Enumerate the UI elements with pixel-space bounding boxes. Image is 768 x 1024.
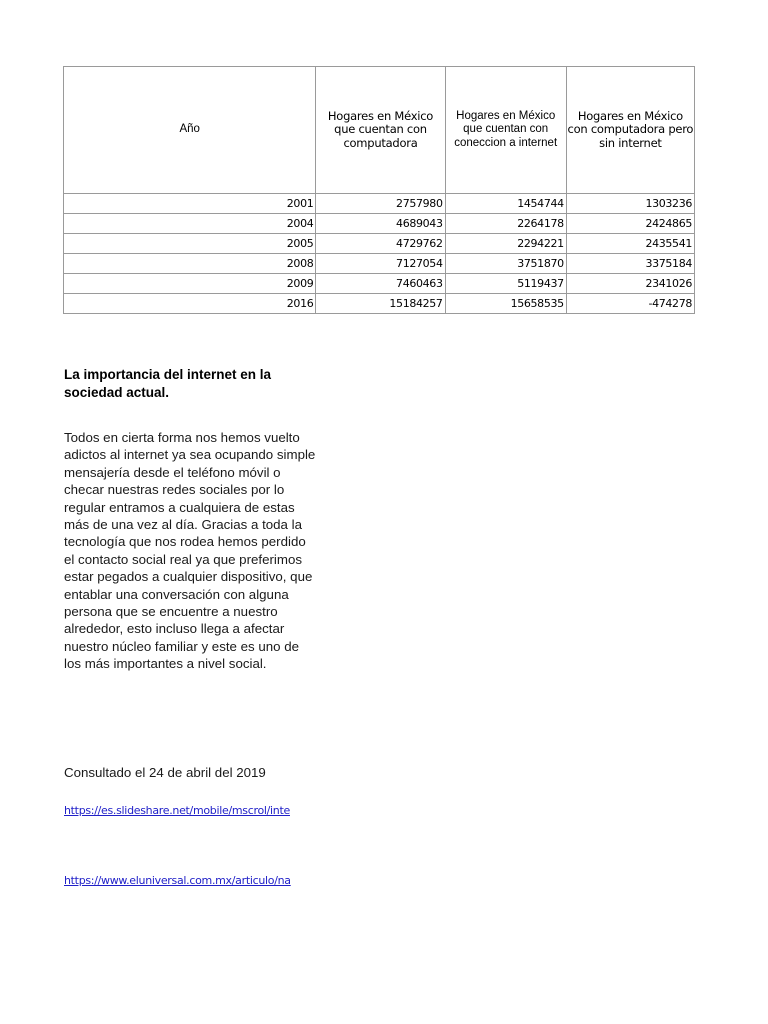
cell-computadora: 4689043 (316, 214, 445, 234)
cell-internet: 5119437 (445, 274, 566, 294)
cell-sin-internet: 1303236 (566, 194, 694, 214)
cell-year: 2004 (64, 214, 316, 234)
cell-sin-internet: 2424865 (566, 214, 694, 234)
table-row (64, 254, 695, 274)
table-row (64, 194, 695, 214)
cell-internet: 2294221 (445, 234, 566, 254)
cell-year: 2009 (64, 274, 316, 294)
table-row (64, 274, 695, 294)
column-header-internet: Hogares en México que cuentan con coneccion a internet (445, 67, 566, 194)
cell-computadora: 2757980 (316, 194, 445, 214)
statistics-table (63, 66, 695, 314)
column-header-year: Año (64, 67, 316, 194)
source-link-slideshare[interactable]: https://es.slideshare.net/mobile/mscrol/inte (64, 804, 290, 817)
cell-internet: 2264178 (445, 214, 566, 234)
cell-year: 2005 (64, 234, 316, 254)
cell-year: 2016 (64, 294, 316, 314)
source-link-eluniversal[interactable]: https://www.eluniversal.com.mx/articulo/na (64, 874, 291, 887)
table-row (64, 214, 695, 234)
source-link-row (64, 801, 316, 819)
cell-internet: 1454744 (445, 194, 566, 214)
table-row (64, 234, 695, 254)
table-header-row (64, 67, 695, 194)
cell-internet: 3751870 (445, 254, 566, 274)
cell-internet: 15658535 (445, 294, 566, 314)
section-heading: La importancia del internet en la sociedad actual. (64, 367, 272, 400)
statistics-table-container (63, 66, 695, 314)
body-paragraph: Todos en cierta forma nos hemos vuelto adictos al internet ya sea ocupando simple mensajería desde el teléfono móvil o checar nuestras redes sociales por lo regular entramos a cualquiera de estas más de una vez al día. Gracias a toda la tecnología que nos rodea hemos perdido el contacto social real ya que preferimos estar pegados a cualquier dispositivo, que entablar una conversación con alguna persona que se encuentre a nuestro alrededor, esto incluso llega a afectar nuestro núcleo familiar y este es uno de los más importantes a nivel social. (64, 430, 316, 672)
cell-computadora: 7460463 (316, 274, 445, 294)
cell-computadora: 7127054 (316, 254, 445, 274)
cell-sin-internet: -474278 (566, 294, 694, 314)
cell-year: 2008 (64, 254, 316, 274)
cell-sin-internet: 2341026 (566, 274, 694, 294)
consulted-date: Consultado el 24 de abril del 2019 (64, 765, 266, 780)
table-row (64, 294, 695, 314)
column-header-computadora: Hogares en México que cuentan con computadora (316, 67, 445, 194)
cell-computadora: 4729762 (316, 234, 445, 254)
cell-sin-internet: 2435541 (566, 234, 694, 254)
cell-year: 2001 (64, 194, 316, 214)
cell-computadora: 15184257 (316, 294, 445, 314)
column-header-sin-internet: Hogares en México con computadora pero sin internet (566, 67, 694, 194)
source-link-row (64, 871, 316, 889)
cell-sin-internet: 3375184 (566, 254, 694, 274)
